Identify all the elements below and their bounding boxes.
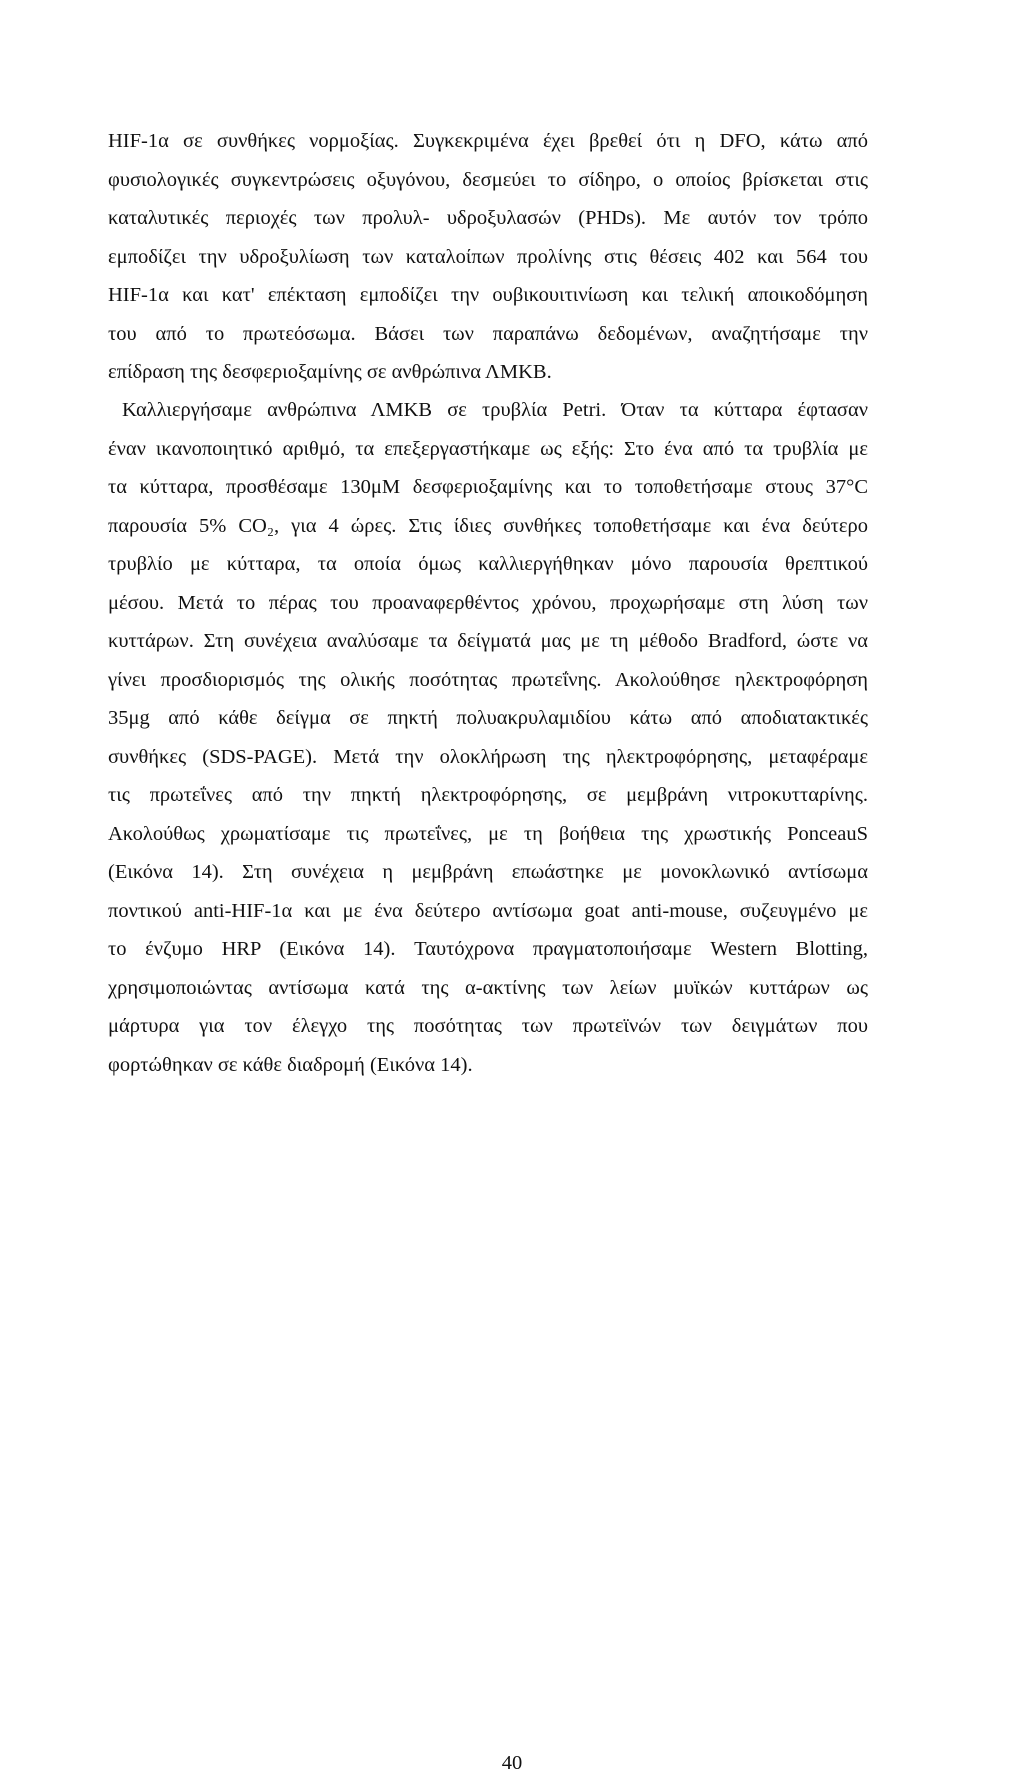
paragraph-hif-desferrioxamine — [108, 122, 868, 392]
text-line: το ένζυμο HRP (Εικόνα 14). Ταυτόχρονα πραγματοποιήσαμε Western Blotting, — [108, 938, 868, 960]
text-line: 35μg από κάθε δείγμα σε πηκτή πολυακρυλαμιδίου κάτω από αποδιατακτικές — [108, 707, 868, 729]
text-line: του από το πρωτεόσωμα. Βάσει των παραπάνω δεδομένων, αναζητήσαμε την — [108, 322, 868, 345]
text-line: καταλυτικές περιοχές των προλυλ- υδροξυλασών (PHDs). Με αυτόν τον τρόπο — [108, 207, 868, 229]
text-line: HIF-1α και κατ' επέκταση εμποδίζει την ουβικουιτινίωση και τελική αποικοδόμηση — [108, 284, 868, 306]
text-line: φορτώθηκαν σε κάθε διαδρομή (Εικόνα 14). — [108, 1053, 473, 1076]
text-line: Καλλιεργήσαμε ανθρώπινα ΛΜΚΒ σε τρυβλία Petri. Όταν τα κύτταρα έφτασαν — [122, 399, 868, 421]
text-line: (Εικόνα 14). Στη συνέχεια η μεμβράνη επωάστηκε με μονοκλωνικό αντίσωμα — [108, 861, 868, 883]
text-line: τρυβλίο με κύτταρα, τα οποία όμως καλλιεργήθηκαν μόνο παρουσία θρεπτικού — [108, 553, 868, 575]
text-line: επίδραση της δεσφεριοξαμίνης σε ανθρώπινα ΛΜΚΒ. — [108, 361, 552, 383]
text-line: φυσιολογικές συγκεντρώσεις οξυγόνου, δεσμεύει το σίδηρο, ο οποίος βρίσκεται στις — [108, 168, 868, 191]
text-line: κυττάρων. Στη συνέχεια αναλύσαμε τα δείγματά μας με τη μέθοδο Bradford, ώστε να — [108, 630, 868, 652]
text-line: γίνει προσδιορισμός της ολικής ποσότητας πρωτεΐνης. Ακολούθησε ηλεκτροφόρηση — [108, 668, 868, 691]
text-line: χρησιμοποιώντας αντίσωμα κατά της α-ακτίνης των λείων μυϊκών κυττάρων ως — [108, 976, 868, 999]
text-line: μάρτυρα για τον έλεγχο της ποσότητας των πρωτεϊνών των δειγμάτων που — [108, 1015, 868, 1037]
text-line: Ακολούθως χρωματίσαμε τις πρωτεΐνες, με τη βοήθεια της χρωστικής PonceauS — [108, 822, 868, 845]
text-line: εμποδίζει την υδροξυλίωση των καταλοίπων προλίνης στις θέσεις 402 και 564 του — [108, 245, 868, 268]
text-line: μέσου. Μετά το πέρας του προαναφερθέντος χρόνου, προχωρήσαμε στη λύση των — [108, 591, 868, 614]
paragraph-methods-western-blot — [108, 391, 868, 1084]
text-line: συνθήκες (SDS-PAGE). Μετά την ολοκλήρωση της ηλεκτροφόρησης, μεταφέραμε — [108, 745, 868, 768]
text-line: παρουσία 5% CO₂, για 4 ώρες. Στις ίδιες συνθήκες τοποθετήσαμε και ένα δεύτερο — [108, 514, 868, 537]
text-line: HIF-1α σε συνθήκες νορμοξίας. Συγκεκριμένα έχει βρεθεί ότι η DFO, κάτω από — [108, 130, 868, 152]
text-line: τις πρωτεΐνες από την πηκτή ηλεκτροφόρησης, σε μεμβράνη νιτροκυτταρίνης. — [108, 784, 868, 806]
text-line: τα κύτταρα, προσθέσαμε 130μΜ δεσφεριοξαμίνης και το τοποθετήσαμε στους 37°C — [108, 476, 868, 498]
text-line: έναν ικανοποιητικό αριθμό, τα επεξεργαστήκαμε ως εξής: Στο ένα από τα τρυβλία με — [108, 437, 868, 460]
page-number: 40 — [501, 1752, 523, 1774]
text-line: ποντικού anti-HIF-1α και με ένα δεύτερο αντίσωμα goat anti-mouse, συζευγμένο με — [108, 899, 868, 922]
